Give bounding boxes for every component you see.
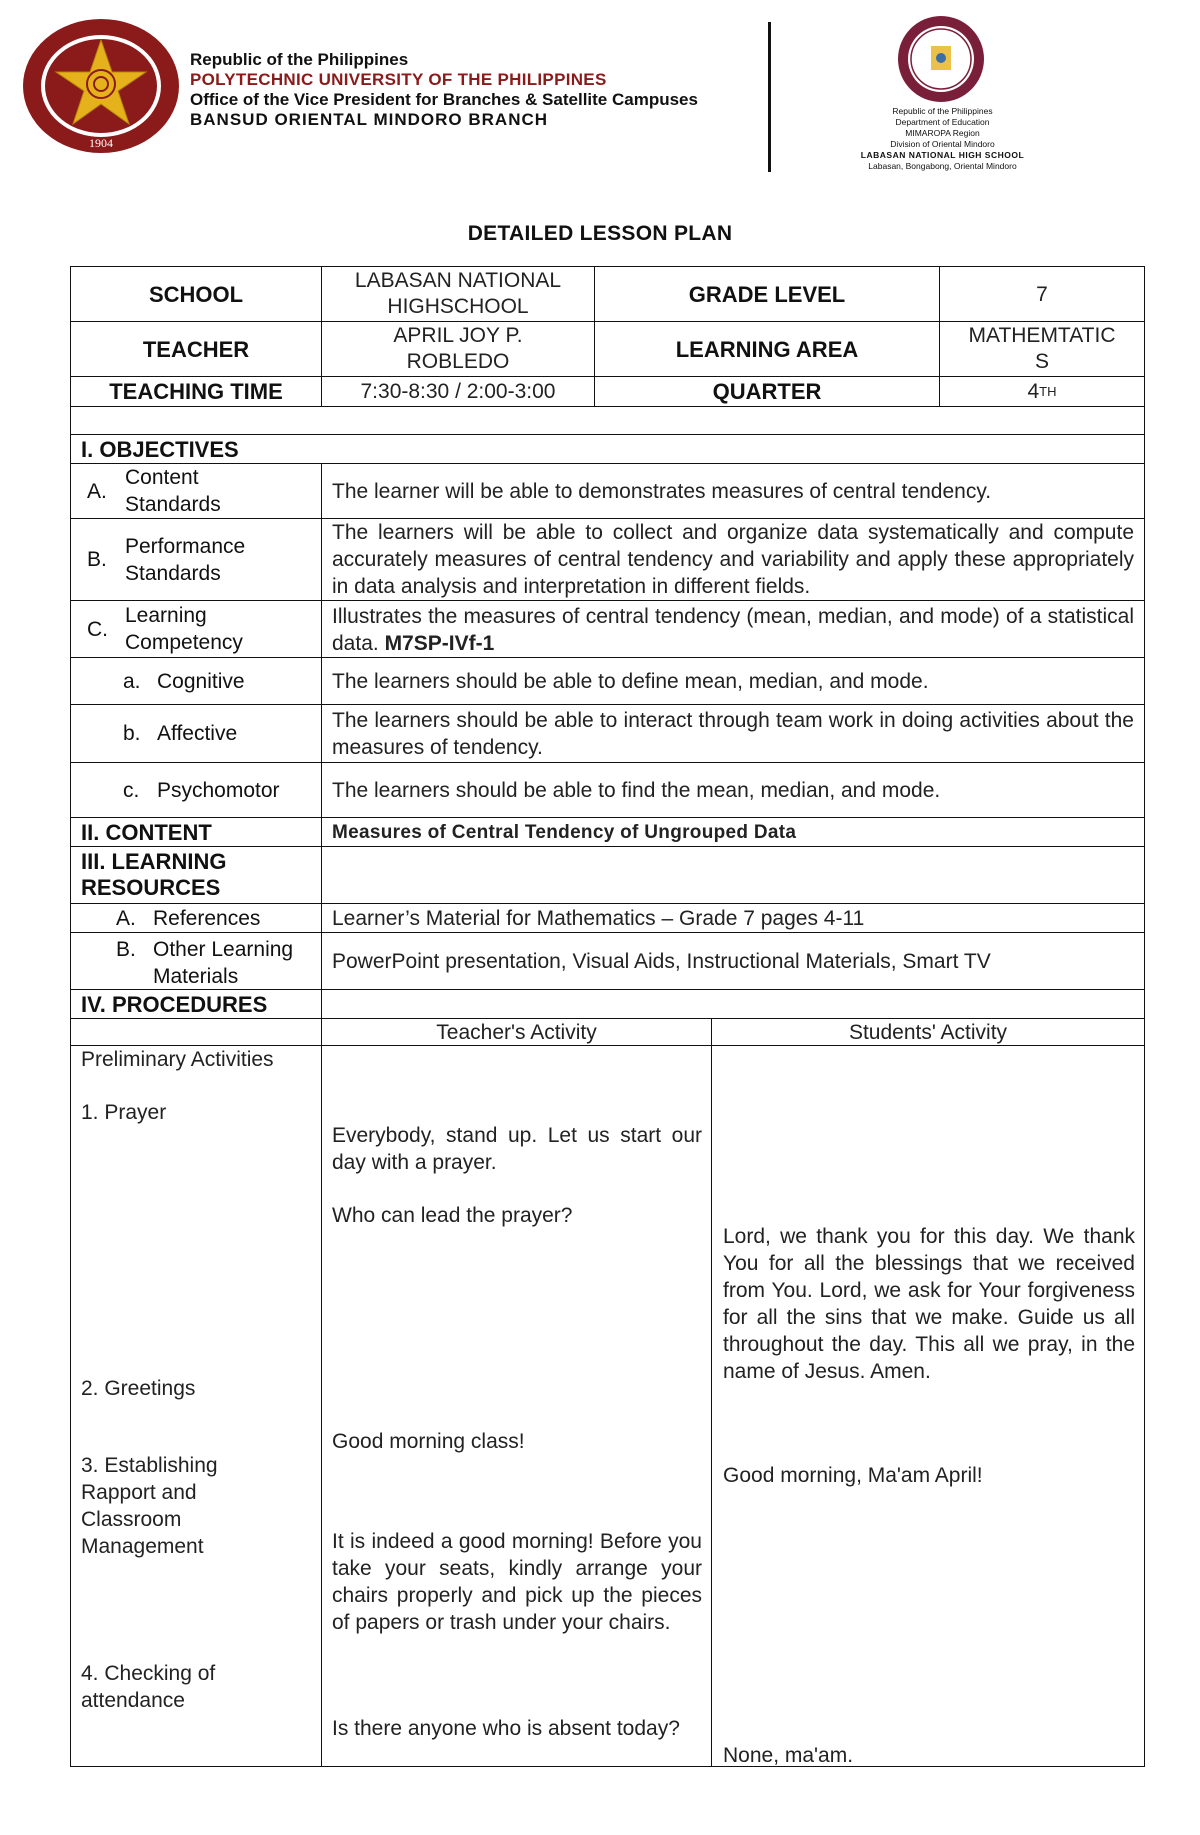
performance-standards-label-line1: Performance [125,534,246,558]
references-text: Learner’s Material for Mathematics – Grade 7 pages 4-11 [321,903,1145,933]
cognitive-letter: a. [123,669,141,693]
students-attendance-answer: None, ma'am. [723,1744,854,1767]
step-rapport-line3: Classroom [81,1508,182,1531]
pup-line-university: POLYTECHNIC UNIVERSITY OF THE PHILIPPINES [190,70,607,89]
step-rapport [81,1452,316,1560]
teacher-attendance-question: Is there anyone who is absent today? [332,1717,680,1740]
cognitive-label [70,657,322,705]
teacher-value-line1: APRIL JOY P. [393,324,523,347]
affective-text: The learners should be able to interact through team work in doing activities about the measures of tendency. [321,704,1145,763]
learning-resources-empty [321,846,1145,904]
objectives-heading: I. OBJECTIVES [70,434,1145,464]
teacher-activity-header: Teacher's Activity [321,1018,712,1046]
performance-standards-letter: B. [87,548,107,571]
school-value-line1: LABASAN NATIONAL [354,269,562,292]
affective-letter: b. [123,722,141,745]
header-divider [768,22,771,172]
step-attendance-line2: attendance [81,1689,185,1712]
teacher-greeting: Good morning class! [332,1430,525,1453]
teacher-label: TEACHER [70,321,322,377]
psychomotor-label-text: Psychomotor [157,778,280,802]
teacher-value-line2: ROBLEDO [406,350,510,373]
letterhead [0,0,1200,190]
procedures-empty [321,989,1145,1019]
learning-area-value [939,321,1145,377]
school-seal-icon [893,14,989,104]
learning-area-label: LEARNING AREA [594,321,940,377]
content-standards-text: The learner will be able to demonstrates measures of central tendency. [321,463,1145,519]
learning-area-value-line2: S [1034,350,1049,373]
teaching-time-value: 7:30-8:30 / 2:00-3:00 [321,376,595,407]
quarter-value: 4 TH [939,376,1145,407]
affective-label [70,704,322,763]
pup-line-branch: BANSUD ORIENTAL MINDORO BRANCH [190,110,549,129]
learning-competency-label [70,600,322,658]
competency-code: M7SP-IVf-1 [384,632,495,655]
learning-competency-label-line2: Competency [125,631,243,654]
other-materials-label-line1: Other Learning [153,938,294,961]
psychomotor-text: The learners should be able to find the mean, median, and mode. [321,762,1145,818]
teacher-prayer-line: Everybody, stand up. Let us start our day with a prayer. [332,1124,702,1174]
procedures-heading: IV. PROCEDURES [70,989,322,1019]
pup-seal-year: 1904 [89,136,113,150]
deped-line-republic: Republic of the Philippines [892,106,993,116]
content-standards-letter: A. [87,479,107,503]
step-attendance-line1: 4. Checking of [81,1662,216,1685]
procedure-steps-column [70,1045,322,1767]
step-attendance [81,1660,316,1714]
step-rapport-line2: Rapport and [81,1481,197,1504]
references-label [70,903,322,933]
teacher-lead-prayer: Who can lead the prayer? [332,1204,573,1227]
content-heading: II. CONTENT [70,817,322,847]
pup-line-office: Office of the Vice President for Branches & Satellite Campuses [190,90,698,109]
students-prayer: Lord, we thank you for this day. We thank You for all the blessings that we received from You. Lord, we ask for Your forgiveness for all the sins that we make. Guide us all throughout the day. This all we pray, in the name of Jesus. Amen. [723,1225,1135,1383]
preliminary-activities: Preliminary Activities [81,1048,274,1071]
learning-competency-statement: Illustrates the measures of central tendency (mean, median, and mode) of a statistical data. [332,605,1134,655]
step-greetings: 2. Greetings [81,1377,196,1400]
references-letter: A. [116,906,136,930]
content-standards-label-line1: Content [125,466,199,489]
teacher-value [321,321,595,377]
step-rapport-line1: 3. Establishing [81,1454,218,1477]
students-greeting: Good morning, Ma'am April! [723,1464,983,1487]
learning-resources-heading-line2: RESOURCES [81,875,221,900]
performance-standards-label [70,518,322,601]
content-text: Measures of Central Tendency of Ungrouped Data [321,817,1145,847]
step-rapport-line4: Management [81,1535,204,1558]
references-label-text: References [153,906,261,930]
students-activity-header: Students' Activity [711,1018,1145,1046]
document-title: DETAILED LESSON PLAN [467,222,733,245]
other-materials-label [70,932,322,990]
students-activity-column [711,1045,1145,1767]
deped-line-division: Division of Oriental Mindoro [890,139,995,149]
other-materials-label-line2: Materials [153,965,239,988]
procedures-blank-header [70,1018,322,1046]
learning-resources-heading-line1: III. LEARNING [81,849,227,874]
affective-label-text: Affective [157,722,238,745]
pup-seal-icon [20,16,182,156]
content-standards-label-line2: Standards [125,493,221,516]
cognitive-label-text: Cognitive [157,669,245,693]
learning-competency-label-line1: Learning [125,604,207,627]
other-materials-text: PowerPoint presentation, Visual Aids, Instructional Materials, Smart TV [321,932,1145,990]
learning-competency-text [321,600,1145,658]
teaching-time-label: TEACHING TIME [70,376,322,407]
quarter-number: 4 [1027,380,1040,403]
other-materials-letter: B. [116,938,136,961]
school-label: SCHOOL [70,266,322,322]
learning-area-value-line1: MATHEMTATIC [968,324,1116,347]
grade-level-value: 7 [939,266,1145,322]
teacher-rapport: It is indeed a good morning! Before you take your seats, kindly arrange your chairs properly and pick up the pieces of papers or trash under your chairs. [332,1530,702,1634]
deped-line-location: Labasan, Bongabong, Oriental Mindoro [868,161,1017,171]
spacer-row [70,406,1145,435]
psychomotor-label [70,762,322,818]
learning-competency-letter: C. [87,617,108,641]
quarter-label: QUARTER [594,376,940,407]
step-prayer: 1. Prayer [81,1101,167,1124]
learning-resources-heading [70,846,322,904]
content-standards-label [70,463,322,519]
school-value [321,266,595,322]
psychomotor-letter: c. [123,778,140,802]
pup-address [190,50,698,130]
school-value-line2: HIGHSCHOOL [387,295,529,318]
school-address [830,106,1055,172]
performance-standards-text: The learners will be able to collect and organize data systematically and compute accurately measures of central tendency and variability and apply these appropriately in data analysis and interpretation in different fields. [321,518,1145,601]
deped-line-department: Department of Education [895,117,990,127]
deped-line-region: MIMAROPA Region [905,128,980,138]
performance-standards-label-line2: Standards [125,561,221,585]
deped-line-school: LABASAN NATIONAL HIGH SCHOOL [860,150,1025,160]
cognitive-text: The learners should be able to define mean, median, and mode. [321,657,1145,705]
grade-level-label: GRADE LEVEL [594,266,940,322]
pup-line-republic: Republic of the Philippines [190,50,409,69]
